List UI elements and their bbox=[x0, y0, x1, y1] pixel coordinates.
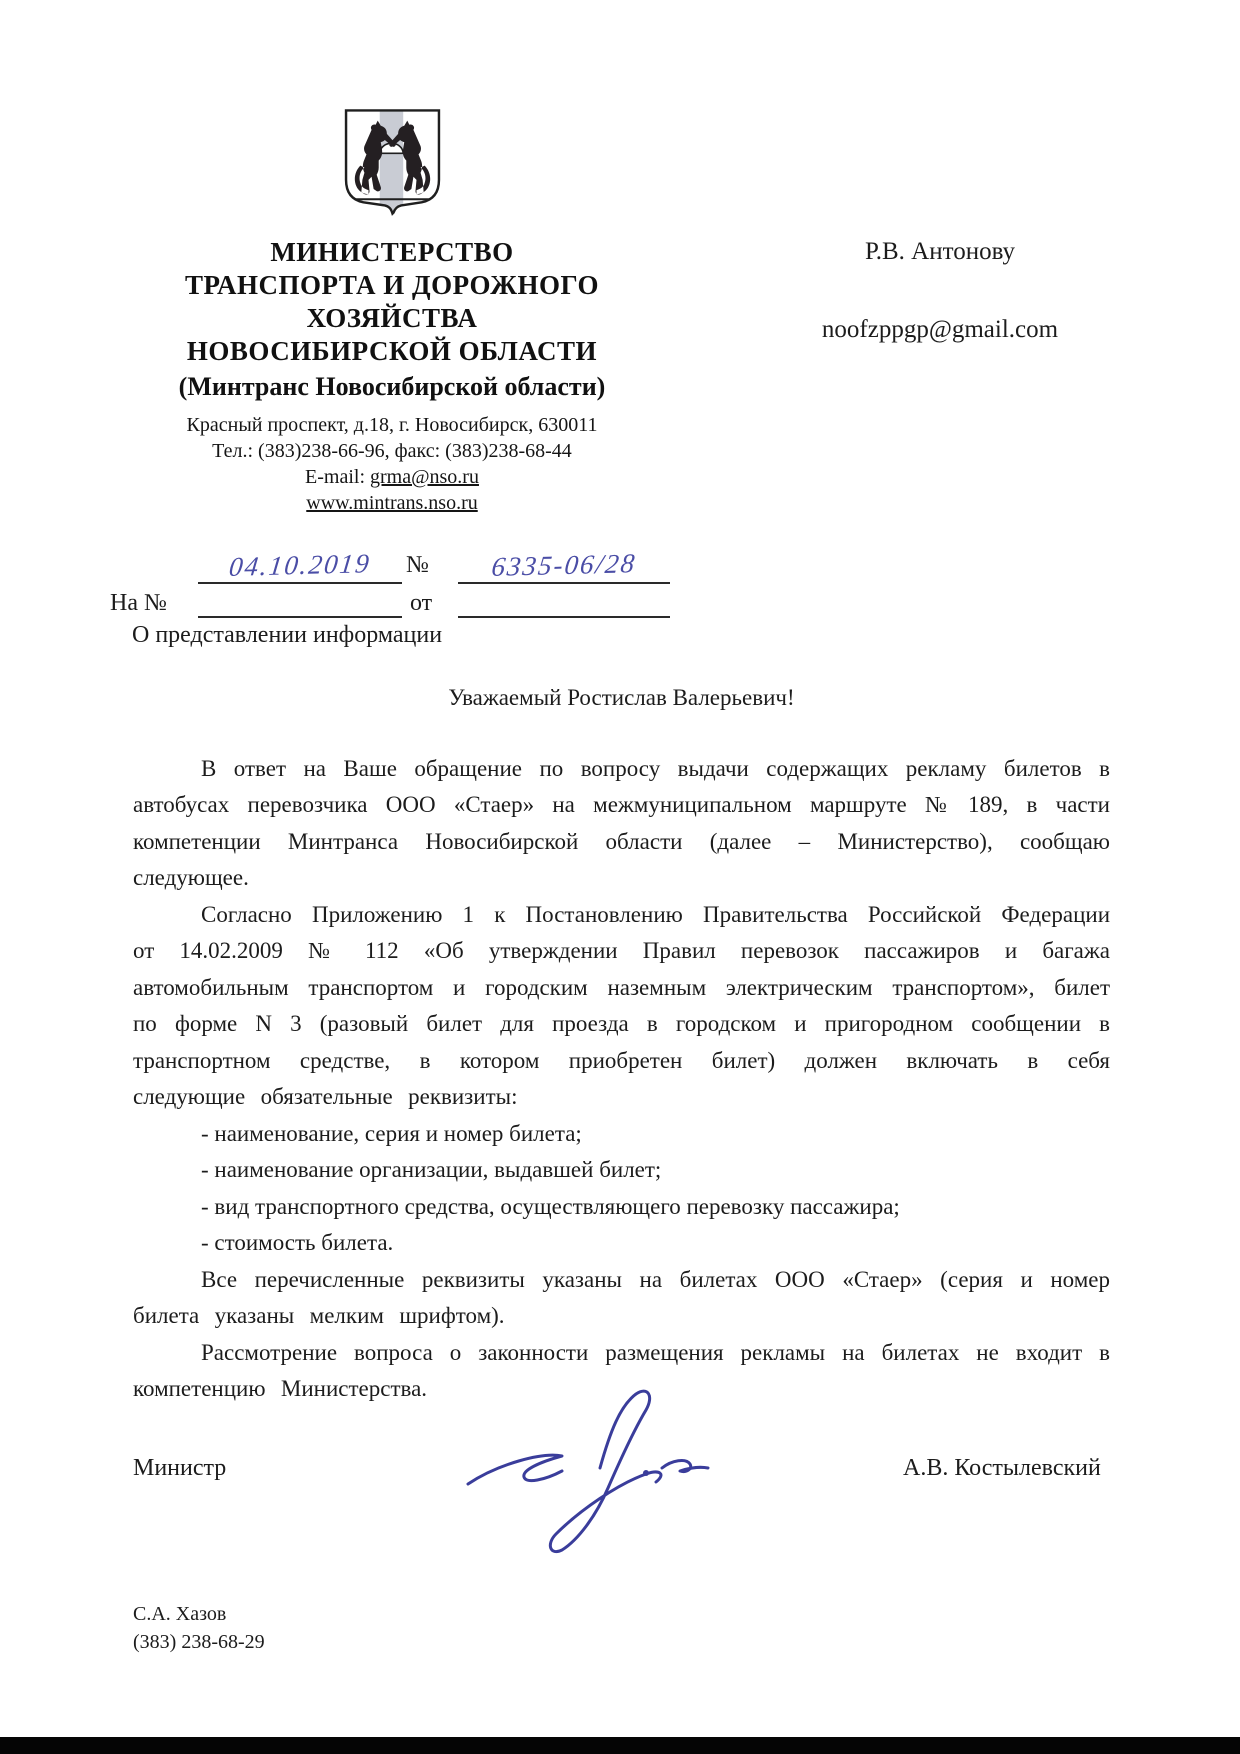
incoming-date-line bbox=[458, 588, 670, 618]
executor-block bbox=[133, 1600, 265, 1656]
executor-name: С.А. Хазов bbox=[133, 1603, 227, 1625]
signer-position: Министр bbox=[133, 1455, 227, 1481]
outgoing-date-line bbox=[198, 550, 402, 584]
letter-subject: О представлении информации bbox=[132, 622, 443, 648]
ministry-name-line: МИНИСТЕРСТВО bbox=[270, 237, 514, 267]
executor-phone: (383) 238-68-29 bbox=[133, 1631, 265, 1653]
requisite-list-item: - стоимость билета. bbox=[201, 1230, 394, 1255]
recipient-block bbox=[740, 238, 1140, 344]
ministry-name-line: ТРАНСПОРТА И ДОРОЖНОГО bbox=[185, 270, 599, 300]
letterhead-email: grma@nso.ru bbox=[370, 466, 479, 488]
ministry-name bbox=[128, 236, 656, 368]
body-paragraph: Все перечисленные реквизиты указаны на билетах ООО «Стаер» (серия и номер билета указаны мелким шрифтом). bbox=[133, 1266, 1110, 1328]
handwritten-signature bbox=[450, 1372, 800, 1567]
letterhead-website: www.mintrans.nso.ru bbox=[306, 492, 478, 514]
from-label: от bbox=[410, 590, 433, 616]
coat-of-arms-novosibirsk-icon bbox=[344, 108, 441, 216]
ministry-short-name: (Минтранс Новосибирской области) bbox=[178, 372, 606, 401]
scan-edge-artifact bbox=[0, 1737, 1240, 1754]
requisite-list-item: - вид транспортного средства, осуществляющего перевозку пассажира; bbox=[201, 1193, 900, 1219]
body-paragraph: Согласно Приложению 1 к Постановлению Правительства Российской Федерации от 14.02.2009 № 112 «Об утверждении Правил перевозок пассажиров и багажа автомобильным транспортом и городским наземным электрическим транспортом», билет по форме N 3 (разовый билет для проезда в городском и пригородном сообщении в транспортном средстве, в котором приобретен билет) должен включать в себя следующие обязательные реквизиты: bbox=[133, 901, 1110, 1109]
recipient-name: Р.В. Антонову bbox=[864, 238, 1016, 265]
email-label: E-mail: bbox=[305, 466, 370, 488]
signer-name: А.В. Костылевский bbox=[903, 1455, 1101, 1481]
number-label: № bbox=[406, 552, 429, 578]
letterhead-email-line bbox=[128, 464, 656, 490]
body-paragraph: В ответ на Ваше обращение по вопросу выдачи содержащих рекламу билетов в автобусах перевозчика ООО «Стаер» на межмуниципальном маршруте № 189, в части компетенции Минтранса Новосибирской области (далее – Министерство), сообщаю следующее. bbox=[133, 755, 1110, 890]
outgoing-number-line bbox=[458, 550, 670, 584]
incoming-number-line bbox=[198, 588, 402, 618]
letterhead-contacts bbox=[128, 412, 656, 516]
body-paragraph: Рассмотрение вопроса о законности размещения рекламы на билетах не входит в компетенцию Министерства. bbox=[133, 1339, 1110, 1401]
recipient-email: noofzppgp@gmail.com bbox=[821, 316, 1059, 343]
outgoing-number-handwritten: 6335-06/28 bbox=[490, 548, 638, 582]
on-number-label: На № bbox=[110, 590, 167, 616]
letterhead-address: Красный проспект, д.18, г. Новосибирск, 630011 bbox=[186, 414, 598, 436]
outgoing-date-handwritten: 04.10.2019 bbox=[227, 548, 373, 582]
letterhead-phone-fax: Тел.: (383)238-66-96, факс: (383)238-68-44 bbox=[212, 440, 572, 462]
requisite-list-item: - наименование, серия и номер билета; bbox=[201, 1120, 582, 1146]
letterhead bbox=[128, 108, 656, 516]
ministry-name-line: НОВОСИБИРСКОЙ ОБЛАСТИ bbox=[186, 336, 598, 366]
requisite-list-item: - наименование организации, выдавшей билет; bbox=[201, 1157, 662, 1182]
salutation: Уважаемый Ростислав Валерьевич! bbox=[448, 685, 795, 710]
letter-body bbox=[133, 680, 1110, 1408]
ministry-name-line: ХОЗЯЙСТВА bbox=[306, 303, 478, 333]
